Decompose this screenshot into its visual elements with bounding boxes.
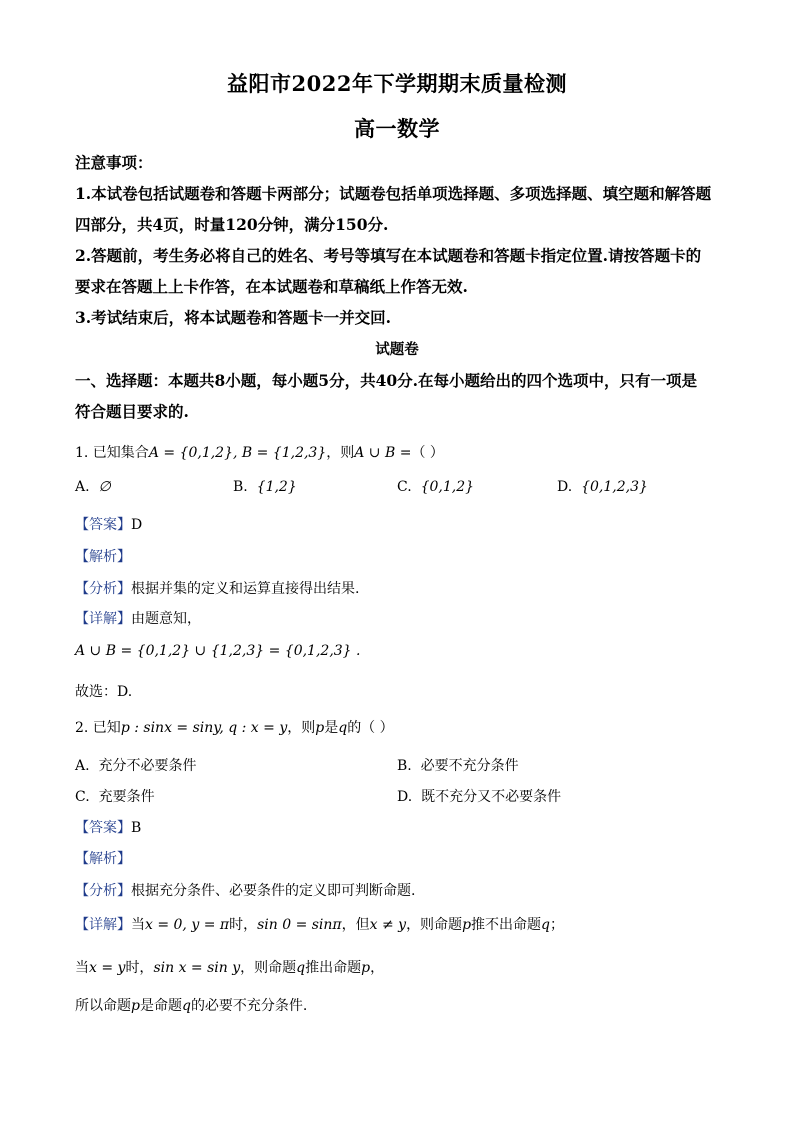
q2-line3-q: q (181, 998, 191, 1014)
q1-option-b (233, 479, 297, 495)
section-label: 试题卷 (375, 341, 419, 358)
q1-option-d-text: {0,1,2,3} (581, 479, 648, 495)
q2-stem-suffix: 的（ ） (347, 720, 394, 736)
q1-option-b-text: {1,2} (256, 479, 297, 495)
notice-item-3: 3.考试结束后，将本试题卷和答题卡一并交回. (75, 308, 392, 327)
section-heading-line-2: 符合题目要求的. (75, 402, 189, 421)
q1-detail-tag: 【详解】 (75, 611, 131, 627)
q1-stem (75, 442, 444, 462)
notice-heading: 注意事项： (75, 153, 153, 172)
q2-detail-p: p (462, 917, 472, 933)
q2-option-a (75, 755, 196, 775)
q1-option-a-label: A. (75, 479, 90, 495)
q1-answer-value: D (131, 517, 143, 533)
q2-detail-text-2: 时， (229, 917, 258, 933)
q2-fenxi-text: 根据充分条件、必要条件的定义即可判断命题. (131, 883, 416, 899)
q2-line3-p: p (131, 998, 140, 1014)
q1-equation: A ∪ B = {0,1,2} ∪ {1,2,3} = {0,1,2,3} . (75, 643, 361, 659)
q2-stem-mid: ，则 (287, 720, 316, 736)
q2-option-c-label: C. (75, 789, 90, 805)
q1-answer-tag: 【答案】 (75, 517, 131, 533)
q2-option-d-label: D. (397, 789, 413, 805)
q2-detail-math-3: x ≠ y (369, 917, 407, 933)
q2-line2-p: p (361, 960, 371, 976)
q2-detail-math-2: sin 0 = sinπ (257, 917, 342, 933)
q2-fenxi (75, 880, 415, 900)
q2-detail-text-4: ，则命题 (406, 917, 463, 933)
q2-detail-text-6: ； (550, 917, 564, 933)
notice-item-2-line-1: 2.答题前，考生务必将自己的姓名、考号等填写在本试题卷和答题卡指定位置.请按答题卡的 (75, 246, 702, 265)
notice-item-1-line-1: 1.本试卷包括试题卷和答题卡两部分；试题卷包括单项选择题、多项选择题、填空题和解答题 (75, 184, 712, 203)
section-heading-line-1: 一、选择题：本题共8小题，每小题5分，共40分.在每小题给出的四个选项中，只有一项是 (75, 371, 698, 390)
q1-option-a (75, 479, 111, 495)
notice-item-2-line-2: 要求在答题上上卡作答，在本试题卷和草稿纸上作答无效. (75, 277, 468, 296)
q1-stem-math-2: A ∪ B = (354, 445, 412, 461)
q2-answer (75, 817, 141, 837)
q1-conclusion: 故选：D. (75, 684, 133, 700)
q2-detail-tag: 【详解】 (75, 917, 131, 933)
exam-title: 益阳市2022年下学期期末质量检测 (227, 71, 567, 96)
q1-fenxi-text: 根据并集的定义和运算直接得出结果. (131, 581, 360, 597)
q1-option-c-text: {0,1,2} (420, 479, 475, 495)
q2-detail-q: q (541, 917, 550, 933)
q2-option-c-text: 充要条件 (98, 789, 155, 805)
q2-answer-tag: 【答案】 (75, 820, 131, 836)
q2-option-a-text: 充分不必要条件 (98, 758, 197, 774)
q1-stem-math: A = {0,1,2}, B = {1,2,3} (148, 445, 327, 461)
q2-option-b-label: B. (397, 758, 412, 774)
q1-option-d-label: D. (557, 479, 573, 495)
q1-stem-paren: （ ） (411, 445, 444, 461)
q1-option-c (397, 479, 474, 495)
q2-stem-q: q (338, 720, 348, 736)
q1-detail-text: 由题意知， (131, 611, 201, 627)
q1-answer (75, 514, 142, 534)
q2-option-b-text: 必要不充分条件 (420, 758, 519, 774)
q1-fenxi (75, 578, 359, 598)
q1-option-a-text: ∅ (98, 479, 111, 495)
q2-detail-line-3 (75, 995, 307, 1015)
q1-stem-prefix: 1. 已知集合 (75, 445, 149, 461)
q2-option-c (75, 786, 155, 806)
q1-option-c-label: C. (397, 479, 412, 495)
q1-option-d (557, 479, 648, 495)
q2-line2-math-1: x = y (89, 960, 126, 976)
q1-stem-suffix: ，则 (326, 445, 355, 461)
q2-line2-q: q (296, 960, 306, 976)
q1-analysis-tag: 【解析】 (75, 549, 131, 565)
q2-line3-text-2: 是命题 (139, 998, 182, 1014)
q2-detail-text-1: 当 (131, 917, 145, 933)
q2-stem-p: p (315, 720, 325, 736)
q2-option-a-label: A. (75, 758, 90, 774)
q1-detail (75, 608, 201, 628)
q2-option-b (397, 755, 519, 775)
q2-stem-math: p : sinx = siny, q : x = y (120, 720, 288, 736)
q2-detail-text-5: 推不出命题 (471, 917, 542, 933)
q2-detail-math-1: x = 0, y = π (145, 917, 230, 933)
q2-detail-line-2 (75, 957, 384, 977)
q1-option-b-label: B. (233, 479, 248, 495)
q2-detail-text-3: ，但 (341, 917, 370, 933)
q2-line2-text-3: ，则命题 (240, 960, 297, 976)
notice-item-1-line-2: 四部分，共4页，时量120分钟，满分150分. (75, 215, 389, 234)
q1-fenxi-tag: 【分析】 (75, 581, 131, 597)
q2-option-d (397, 786, 561, 806)
q2-fenxi-tag: 【分析】 (75, 883, 131, 899)
q2-line3-text-1: 所以命题 (75, 998, 131, 1014)
q2-analysis-tag: 【解析】 (75, 851, 131, 867)
q2-answer-value: B (131, 820, 142, 836)
q2-line3-text-3: 的必要不充分条件. (190, 998, 308, 1014)
q2-line2-math-2: sin x = sin y (153, 960, 241, 976)
q2-stem-mid-2: 是 (324, 720, 339, 736)
q2-line2-text-2: 时， (125, 960, 154, 976)
q2-stem-prefix: 2. 已知 (75, 720, 121, 736)
q2-line2-text-5: ， (370, 960, 385, 976)
exam-subtitle: 高一数学 (354, 116, 440, 141)
q2-detail (75, 914, 564, 934)
q2-stem (75, 717, 394, 737)
q2-line2-text-1: 当 (75, 960, 89, 976)
q2-line2-text-4: 推出命题 (305, 960, 362, 976)
q2-option-d-text: 既不充分又不必要条件 (421, 789, 562, 805)
